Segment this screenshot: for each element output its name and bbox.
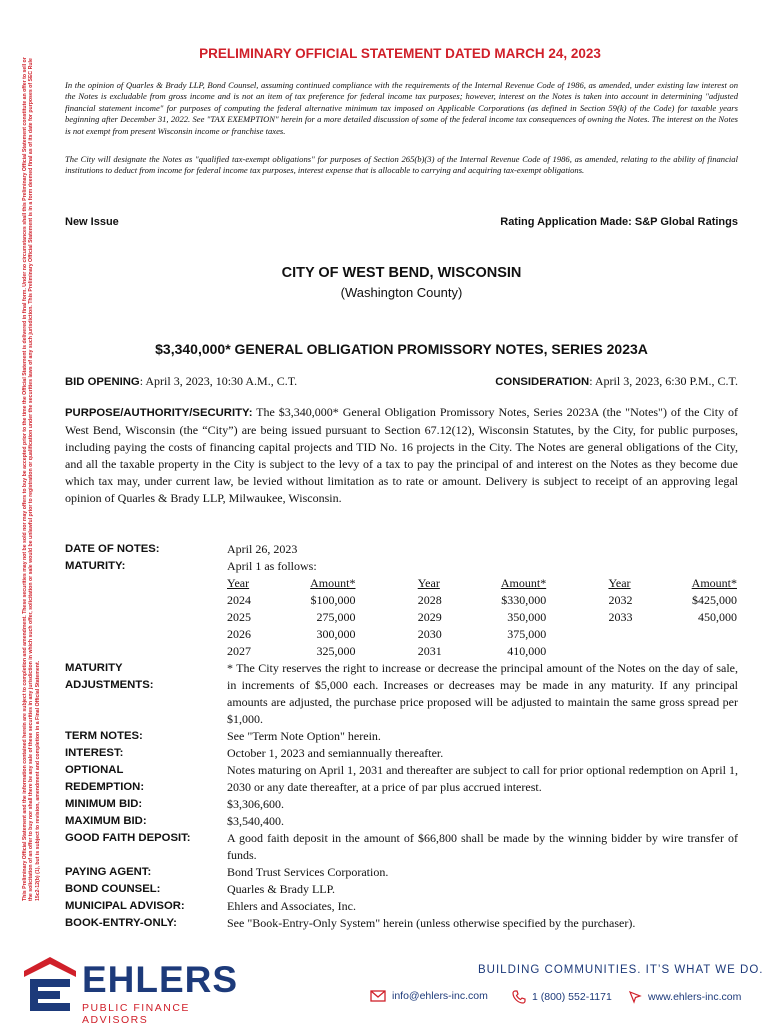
side-disclaimer-text: This Preliminary Official Statement and the information contained herein are subject to completion and amendment. These securities may not be sold nor may offers to buy be accepted prior to the time the Official Statement is delivered in final form. Under no circumstances shall this Preliminary Official Statement constitute an offer to sell or the solicitation of an offer to buy nor shall there be any sale of these securities in any jurisdiction in which such offer, solicitation or sale would be unlawful prior to registration or qualification under the securities laws of any such jurisdiction. This Preliminary Official Statement is in a form deemed final as of its date for purposes of SEC Rule 15c2-12(b) (1), but is subject to revision, amendment and completion in a Final Official Statement. — [22, 57, 41, 901]
municipal-advisor-row: MUNICIPAL ADVISOR: Ehlers and Associates, Inc. — [65, 899, 356, 913]
issue-row — [65, 216, 738, 228]
contact-website[interactable]: www.ehlers-inc.com — [628, 990, 741, 1004]
good-faith-deposit-row: GOOD FAITH DEPOSIT: A good faith deposit in the amount of $66,800 shall be made by the winning bidder by wire transfer of funds. — [65, 831, 738, 862]
bid-opening: BID OPENING: April 3, 2023, 10:30 A.M., C.T. — [65, 374, 298, 388]
tax-opinion-paragraph: In the opinion of Quarles & Brady LLP, Bond Counsel, assuming continued compliance with the requirements of the Internal Revenue Code of 1986, as amended, under existing law interest on the Notes is excludable from gross income and is not an item of tax preference for federal income tax purposes; however, interest on the Notes is taken into account in determining "adjusted financial statement income" for purposes of computing the federal alternative minimum tax imposed on Applicable Corporations (as defined in Section 59(k) of the Code) for taxable years beginning after December 31, 2022. See "TAX EXEMPTION" herein for a more detailed discussion of some of the federal income tax consequences of owning the Notes. The interest on the Notes is not exempt from present Wisconsin income or franchise taxes. — [65, 80, 738, 136]
issue-title: $3,340,000* GENERAL OBLIGATION PROMISSORY NOTES, SERIES 2023A — [155, 341, 648, 357]
terms-section — [65, 541, 738, 932]
pointer-icon — [628, 990, 642, 1004]
maturity-row: MATURITY: April 1 as follows: Year Amount* Year Amount* Year Amount* 2024 $100,000 2028 $330,000 2032 $425,000 2025 275,000 2029 350,000 2033 450,000 2026 300,000 2030 375,000 2027 325,000 2031 410,000 — [65, 559, 737, 658]
paying-agent-row: PAYING AGENT: Bond Trust Services Corporation. — [65, 865, 389, 879]
rating-label: Rating Application Made: S&P Global Ratings — [500, 216, 738, 228]
table-row: 2026 300,000 2030 375,000 — [227, 627, 547, 641]
side-disclaimer — [22, 56, 42, 901]
maturity-adjustments-row: MATURITY ADJUSTMENTS: * The City reserves the right to increase or decrease the principal amount of the Notes on the day of sale, in increments of $5,000 each. Increases or decreases may be made in any maturity. If any principal amounts are adjusted, the purchase price proposed will be adjusted to maintain the same gross spread per $1,000. — [65, 661, 738, 726]
bid-row — [65, 374, 738, 389]
minimum-bid-row: MINIMUM BID: $3,306,600. — [65, 797, 284, 811]
date-row: DATE OF NOTES: April 26, 2023 — [65, 542, 298, 556]
book-entry-row: BOOK-ENTRY-ONLY: See "Book-Entry-Only System" herein (unless otherwise specified by the purchaser). — [65, 916, 636, 930]
table-row: 2025 275,000 2029 350,000 2033 450,000 — [227, 610, 737, 624]
optional-redemption-row: OPTIONAL REDEMPTION: Notes maturing on April 1, 2031 and thereafter are subject to call for prior optional redemption on April 1, 2030 or any date thereafter, at a price of par plus accrued interest. — [65, 763, 738, 794]
term-notes-row: TERM NOTES: See "Term Note Option" herein. — [65, 729, 381, 743]
new-issue-label: New Issue — [65, 216, 119, 228]
table-row: 2024 $100,000 2028 $330,000 2032 $425,000 — [227, 593, 737, 607]
logo-wordmark: EHLERS — [82, 959, 239, 1000]
tagline: BUILDING COMMUNITIES. IT’S WHAT WE DO. — [478, 964, 764, 976]
qualified-obligations-paragraph: The City will designate the Notes as "qualified tax-exempt obligations" for purposes of Section 265(b)(3) of the Internal Revenue Code of 1986, as amended, relating to the ability of financial institutions to deduct from income for federal income tax purposes, interest expense that is allocable to carrying and acquiring tax-exempt obligations. — [65, 154, 738, 176]
contact-email[interactable]: info@ehlers-inc.com — [370, 990, 488, 1002]
ehlers-logo — [22, 955, 239, 1026]
interest-row: INTEREST: October 1, 2023 and semiannually thereafter. — [65, 746, 444, 760]
purpose-paragraph — [65, 404, 738, 507]
bond-counsel-row: BOND COUNSEL: Quarles & Brady LLP. — [65, 882, 335, 896]
maturity-table: Year Amount* Year Amount* Year Amount* 2024 $100,000 2028 $330,000 2032 $425,000 2025 275,000 2029 350,000 2033 450,000 2026 300,000 2030 375,000 2027 325,000 2031 410,000 — [227, 576, 737, 658]
purpose-text: The $3,340,000* General Obligation Promissory Notes, Series 2023A (the "Notes") of the City of West Bend, Wisconsin (the “City”) are being issued pursuant to Section 67.12(12), Wisconsin Statutes, by the City, for public purposes, including paying the costs of financing capital projects and TID No. 16 projects in the City. The Notes are general obligations of the City, and all the taxable property in the City is subject to the levy of a tax to pay the principal of and interest on the Notes as they become due which tax may, under current law, be levied without limitation as to rate or amount. Delivery is subject to receipt of an approving legal opinion of Quarles & Brady LLP, Milwaukee, Wisconsin. — [65, 405, 738, 505]
phone-icon — [512, 990, 526, 1004]
consideration: CONSIDERATION: April 3, 2023, 6:30 P.M., C.T. — [495, 374, 738, 388]
ehlers-logo-mark-icon — [22, 955, 78, 1017]
contact-phone[interactable]: 1 (800) 552-1171 — [512, 990, 612, 1004]
logo-subtitle: PUBLIC FINANCE ADVISORS — [82, 1002, 190, 1026]
issuer-name: CITY OF WEST BEND, WISCONSIN — [281, 265, 522, 281]
preliminary-heading: PRELIMINARY OFFICIAL STATEMENT DATED MARCH 24, 2023 — [199, 46, 601, 61]
envelope-icon — [370, 990, 386, 1002]
purpose-label: PURPOSE/AUTHORITY/SECURITY: — [65, 407, 253, 419]
maximum-bid-row: MAXIMUM BID: $3,540,400. — [65, 814, 284, 828]
table-row: 2027 325,000 2031 410,000 — [227, 644, 547, 658]
issuer-county: (Washington County) — [340, 285, 463, 300]
